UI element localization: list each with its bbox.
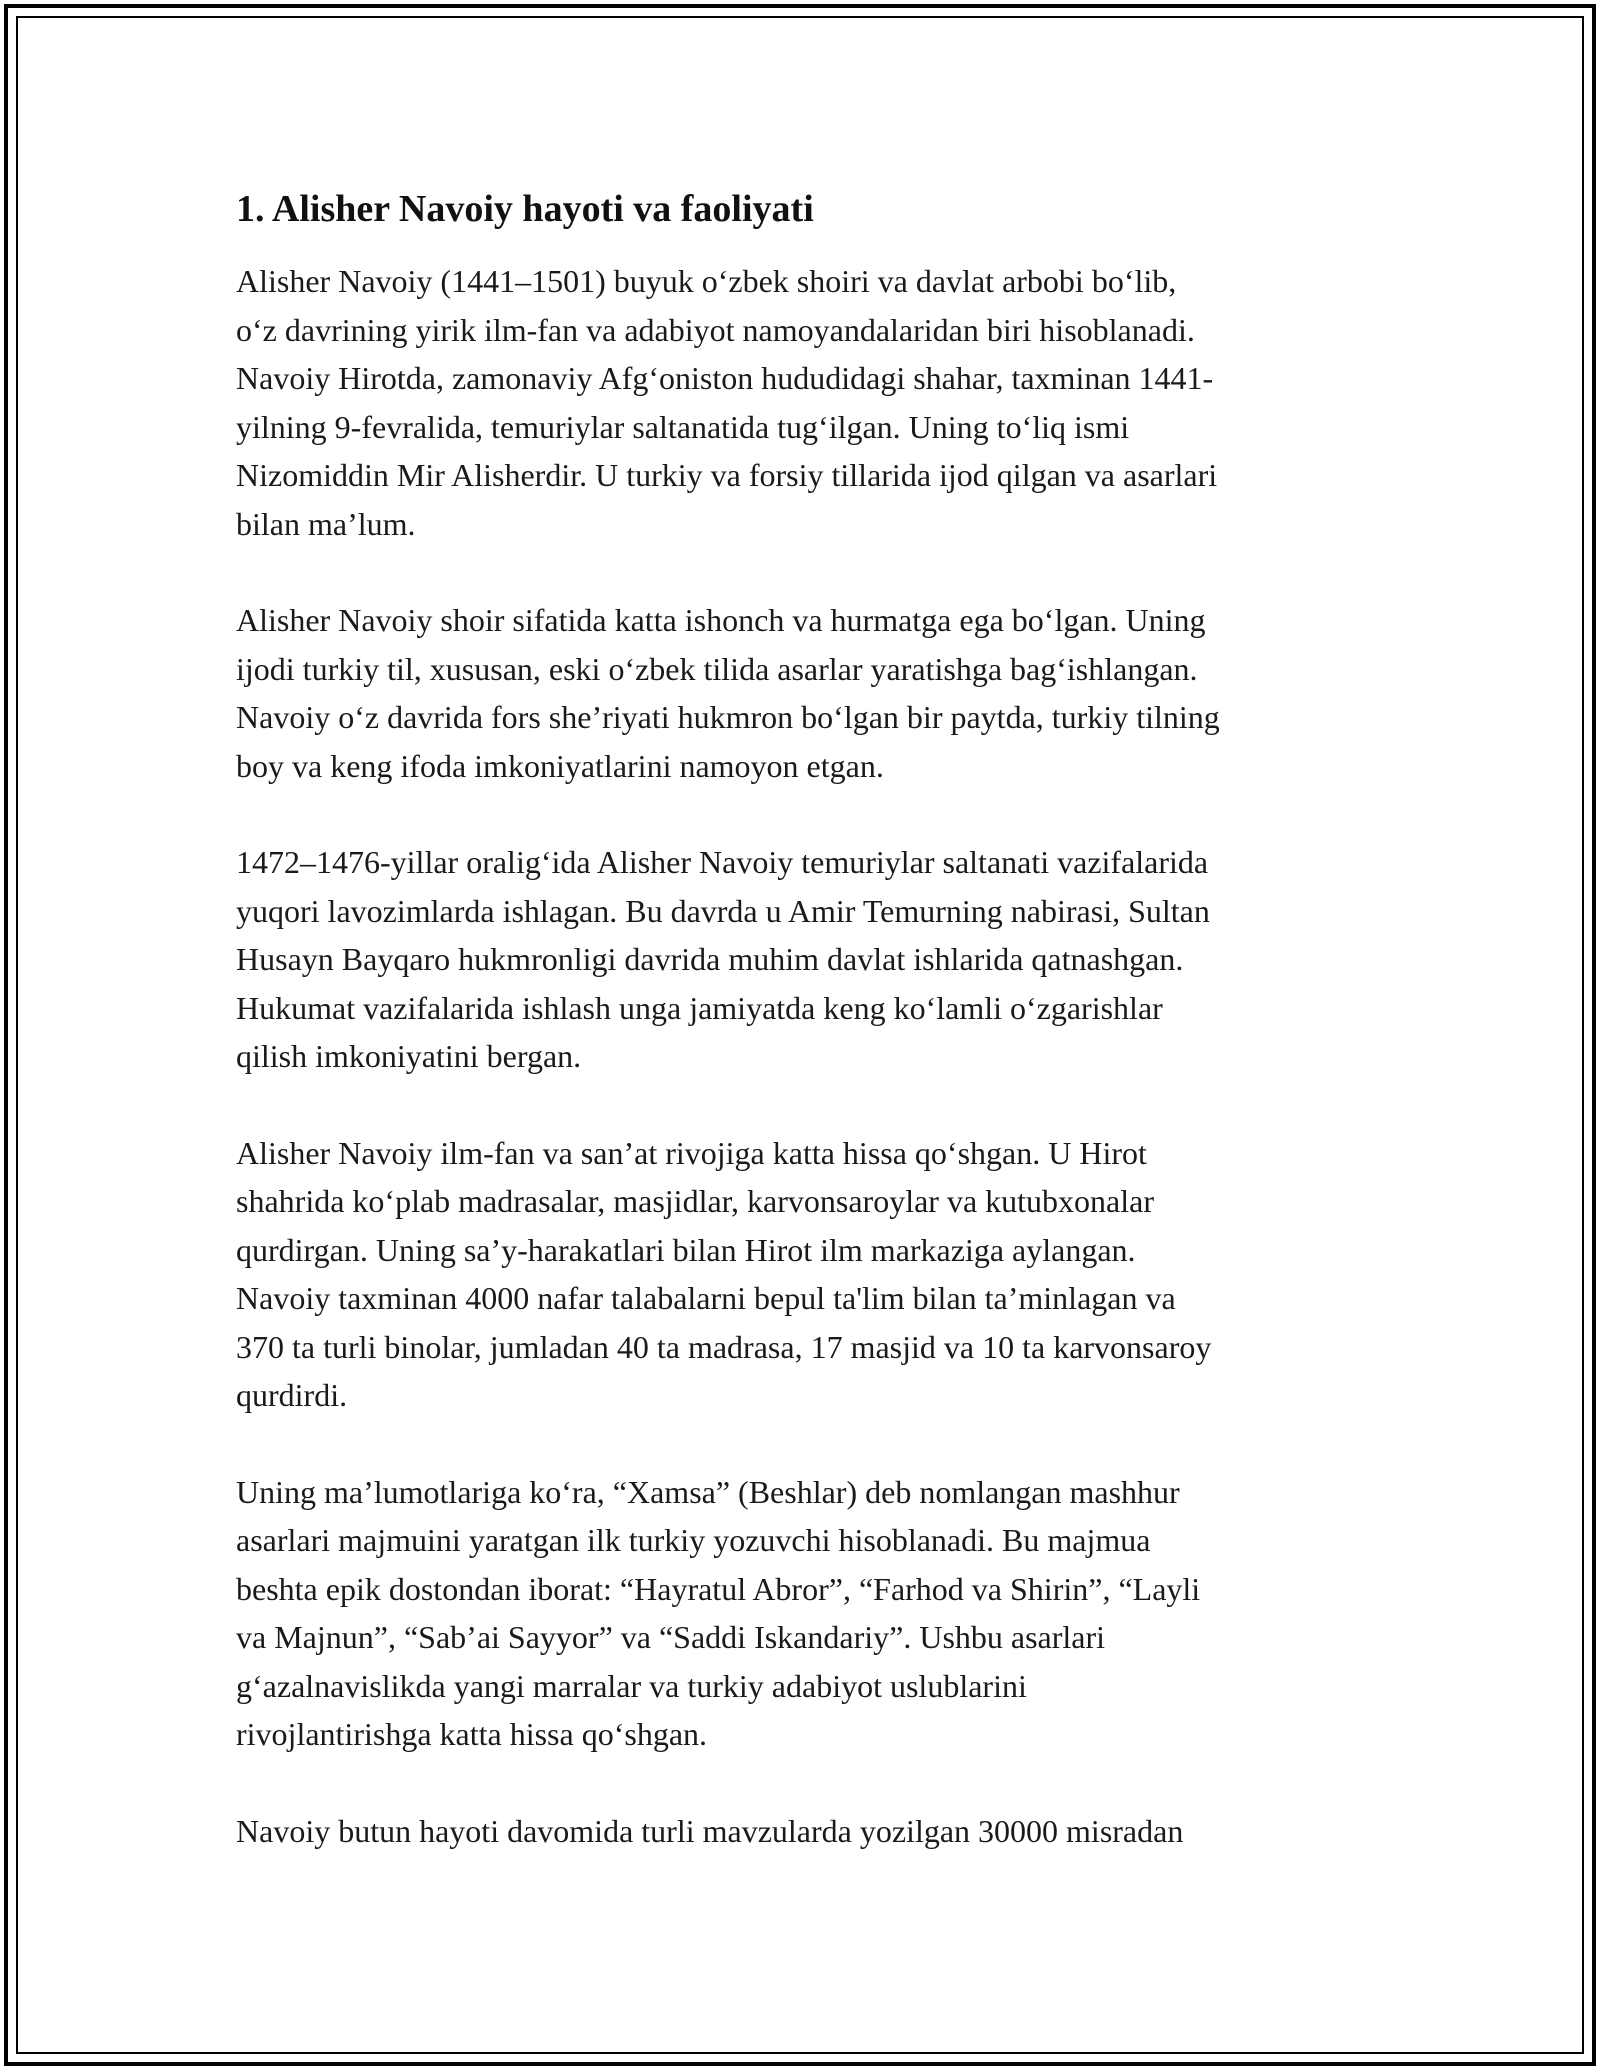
- paragraph-line: qilish imkoniyatini bergan.: [236, 1038, 582, 1074]
- paragraph-3: [236, 838, 1386, 1081]
- paragraph-line: bilan maʼlum.: [236, 505, 416, 542]
- paragraph-line: beshta epik dostondan iborat: “Hayratul Abror”, “Farhod va Shirin”, “Layli: [236, 1570, 1201, 1607]
- paragraph-line: Hukumat vazifalarida ishlash unga jamiyatda keng koʻlamli oʻzgarishlar: [236, 989, 1163, 1026]
- paragraph-line: Alisher Navoiy ilm-fan va sanʼat rivojiga katta hissa qoʻshgan. U Hirot: [236, 1134, 1147, 1171]
- paragraph-line: ijodi turkiy til, xususan, eski oʻzbek tilida asarlar yaratishga bagʻishlangan.: [236, 650, 1198, 687]
- paragraph-line: shahrida koʻplab madrasalar, masjidlar, karvonsaroylar va kutubxonalar: [236, 1183, 1154, 1219]
- paragraph-line: Navoiy butun hayoti davomida turli mavzularda yozilgan 30000 misradan: [236, 1812, 1184, 1849]
- paragraph-line: qurdirgan. Uning saʼy-harakatlari bilan Hirot ilm markaziga aylangan.: [236, 1231, 1136, 1268]
- section-heading: 1. Alisher Navoiy hayoti va faoliyati: [236, 188, 814, 230]
- paragraph-line: Alisher Navoiy (1441–1501) buyuk oʻzbek shoiri va davlat arbobi boʻlib,: [236, 263, 1177, 299]
- paragraph-line: Nizomiddin Mir Alisherdir. U turkiy va forsiy tillarida ijod qilgan va asarlari: [236, 457, 1218, 493]
- document-body: [236, 185, 1386, 1903]
- paragraph-line: 370 ta turli binolar, jumladan 40 ta madrasa, 17 masjid va 10 ta karvonsaroy: [236, 1328, 1212, 1365]
- paragraph-line: rivojlantirishga katta hissa qoʻshgan.: [236, 1716, 708, 1752]
- paragraph-line: qurdirdi.: [236, 1377, 348, 1413]
- paragraph-line: asarlari majmuini yaratgan ilk turkiy yozuvchi hisoblanadi. Bu majmua: [236, 1522, 1151, 1558]
- paragraph-line: Uning maʼlumotlariga koʻra, “Xamsa” (Beshlar) deb nomlangan mashhur: [236, 1473, 1180, 1510]
- paragraph-line: 1472–1476-yillar oraligʻida Alisher Navoiy temuriylar saltanati vazifalarida: [236, 844, 1209, 880]
- paragraph-5: [236, 1468, 1386, 1759]
- paragraph-1: [236, 257, 1386, 548]
- paragraph-line: yuqori lavozimlarda ishlagan. Bu davrda u Amir Temurning nabirasi, Sultan: [236, 892, 1210, 929]
- paragraph-line: Navoiy taxminan 4000 nafar talabalarni bepul ta'lim bilan taʼminlagan va: [236, 1280, 1176, 1316]
- paragraph-6: [236, 1807, 1386, 1856]
- paragraph-line: Navoiy oʻz davrida fors sheʼriyati hukmron boʻlgan bir paytda, turkiy tilning: [236, 699, 1220, 735]
- paragraph-line: Alisher Navoiy shoir sifatida katta ishonch va hurmatga ega boʻlgan. Uning: [236, 602, 1206, 638]
- paragraph-line: gʻazalnavislikda yangi marralar va turkiy adabiyot uslublarini: [236, 1667, 1027, 1704]
- paragraph-line: boy va keng ifoda imkoniyatlarini namoyon etgan.: [236, 747, 884, 784]
- paragraph-2: [236, 596, 1386, 790]
- paragraph-line: va Majnun”, “Sabʼai Sayyor” va “Saddi Iskandariy”. Ushbu asarlari: [236, 1619, 1106, 1655]
- paragraph-line: oʻz davrining yirik ilm-fan va adabiyot namoyandalaridan biri hisoblanadi.: [236, 311, 1195, 348]
- paragraph-line: Husayn Bayqaro hukmronligi davrida muhim davlat ishlarida qatnashgan.: [236, 941, 1184, 977]
- paragraph-line: yilning 9-fevralida, temuriylar saltanatida tugʻilgan. Uning toʻliq ismi: [236, 408, 1130, 445]
- paragraph-4: [236, 1129, 1386, 1420]
- paragraph-line: Navoiy Hirotda, zamonaviy Afgʻoniston hududidagi shahar, taxminan 1441-: [236, 360, 1214, 396]
